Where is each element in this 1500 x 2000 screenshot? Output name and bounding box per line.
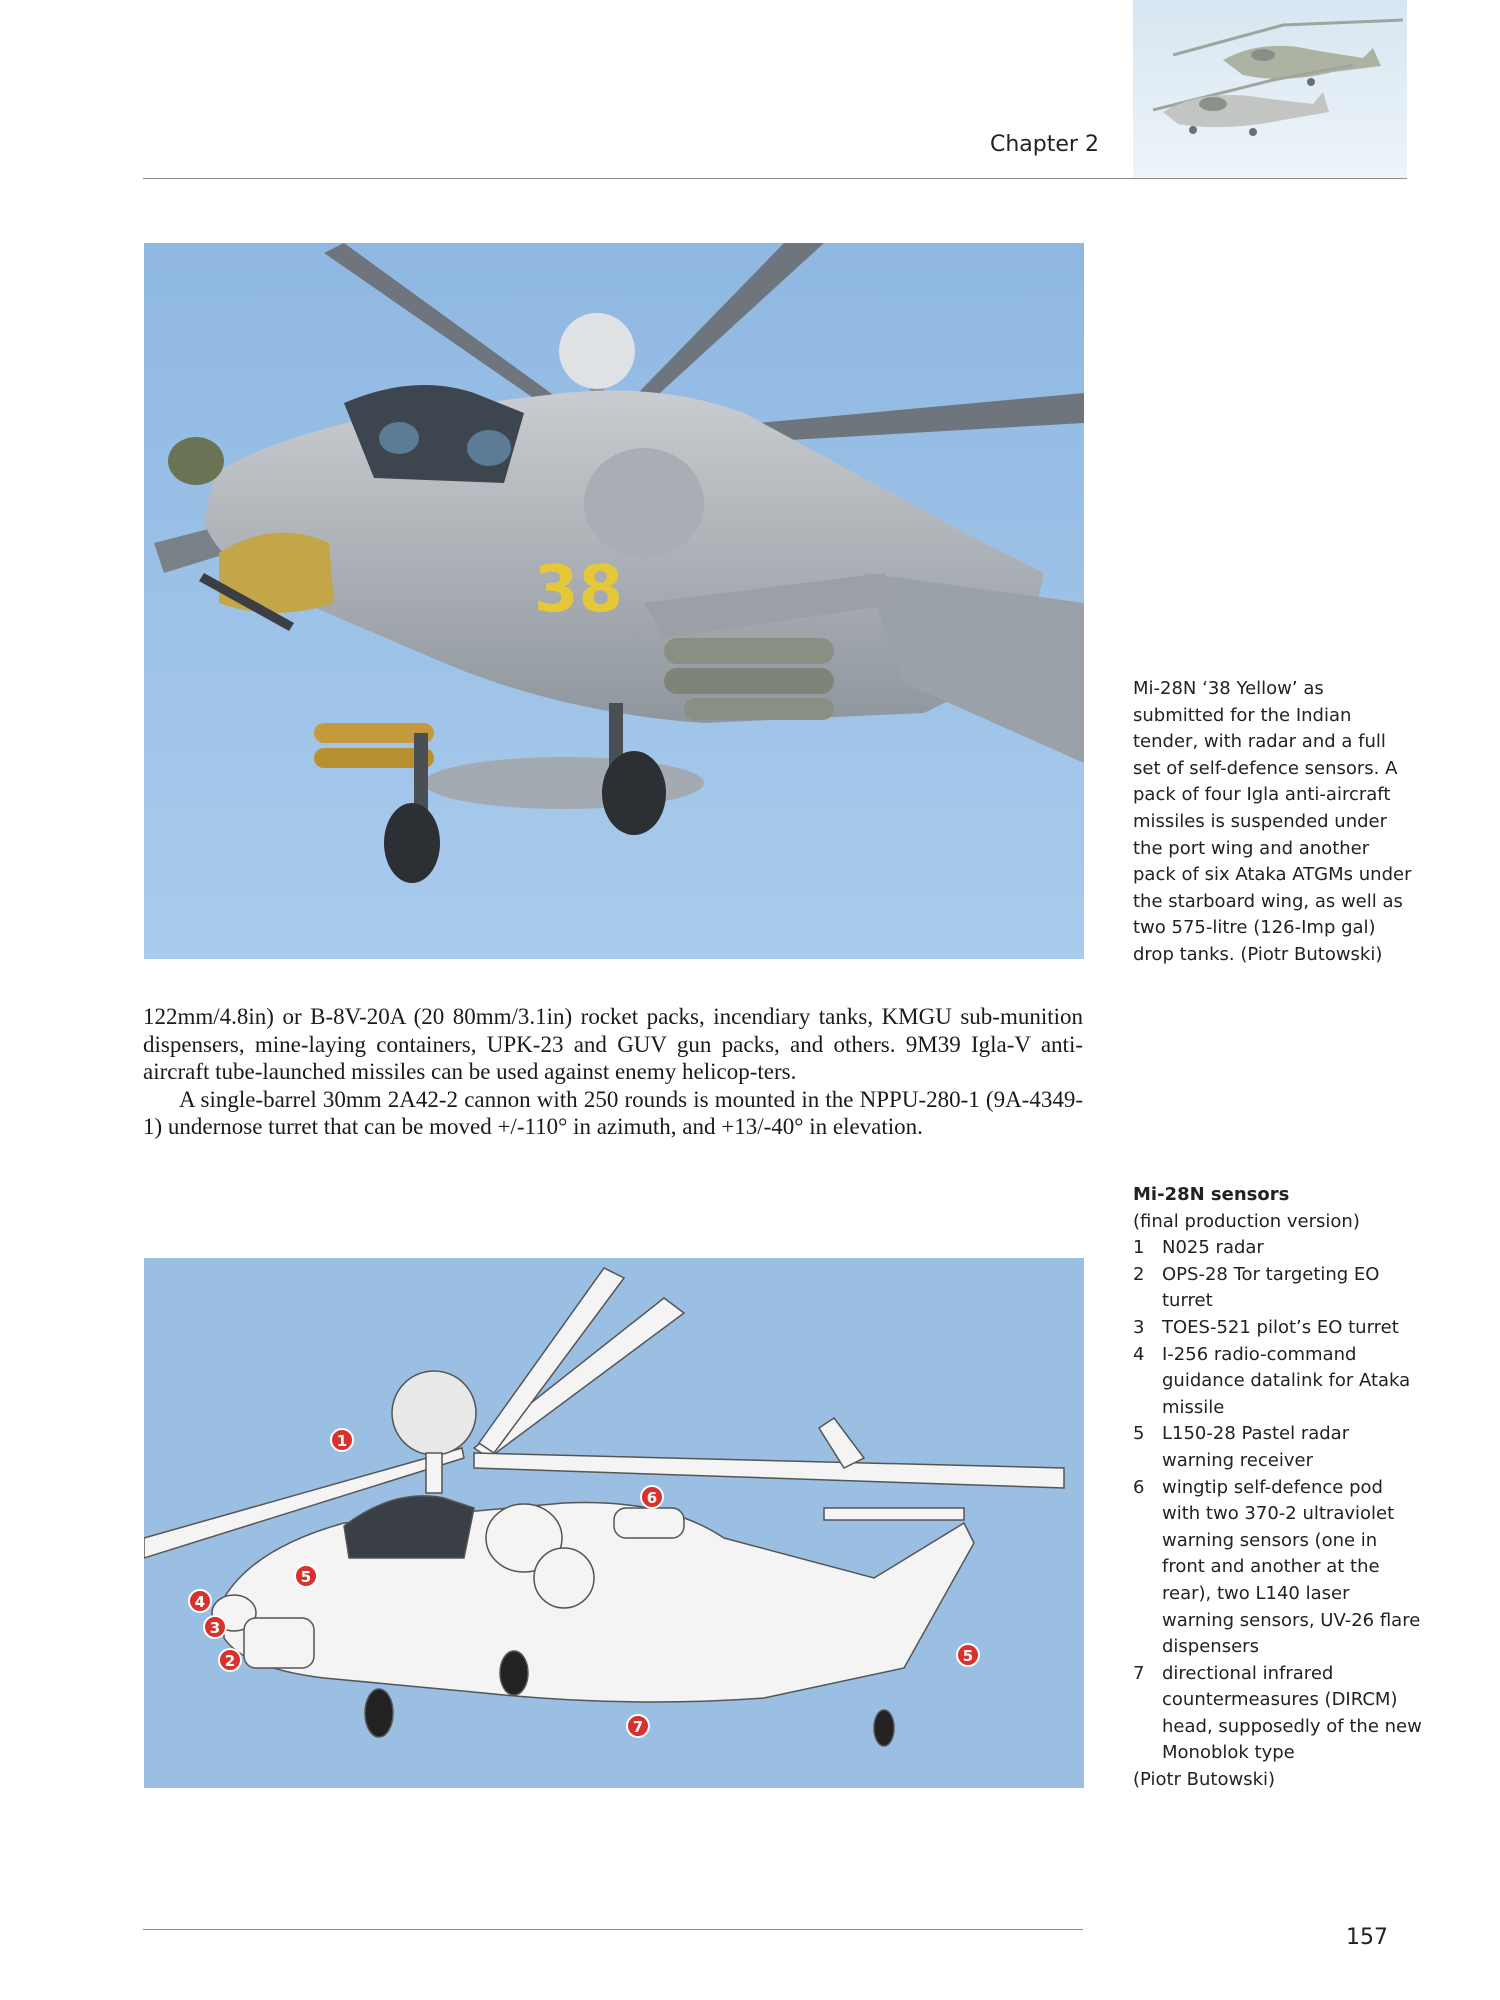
list-item [1133, 1661, 1423, 1767]
sensor-number: 7 [1133, 1662, 1145, 1684]
svg-text:6: 6 [646, 1489, 658, 1507]
sensor-number: 1 [1133, 1237, 1145, 1259]
sensor-number: 5 [1133, 1423, 1145, 1445]
list-item [1133, 1235, 1423, 1262]
svg-text:3: 3 [209, 1619, 221, 1637]
sensor-text: L150-28 Pastel radar warning receiver [1162, 1423, 1350, 1471]
body-text [143, 1003, 1083, 1141]
sensor-text: N025 radar [1162, 1237, 1264, 1259]
header-thumbnail-helicopters [1133, 0, 1407, 178]
sensors-credit: (Piotr Butowski) [1133, 1769, 1276, 1791]
sensors-list [1133, 1182, 1423, 1794]
sensor-text: wingtip self-defence pod with two 370-2 ultraviolet warning sensors (one in front and another at the rear), two L140 laser warning sensors, UV-26 flare dispensers [1162, 1476, 1421, 1658]
helicopter-photo [144, 243, 1084, 959]
svg-text:1: 1 [336, 1432, 348, 1450]
list-item [1133, 1421, 1423, 1474]
footer-rule [143, 1929, 1083, 1930]
sensors-diagram [144, 1258, 1084, 1788]
svg-text:5: 5 [962, 1647, 974, 1665]
svg-text:2: 2 [224, 1652, 236, 1670]
diagram-marker [204, 1616, 226, 1638]
tail-number: 38 [534, 553, 624, 627]
diagram-marker [627, 1715, 649, 1737]
page-number: 157 [1346, 1925, 1388, 1950]
svg-text:5: 5 [300, 1568, 312, 1586]
sensor-text: TOES-521 pilot’s EO turret [1162, 1316, 1399, 1338]
diagram-marker [641, 1486, 663, 1508]
sensors-title: Mi-28N sensors [1133, 1184, 1290, 1205]
diagram-marker [219, 1649, 241, 1671]
diagram-marker [295, 1565, 317, 1587]
sensors-subtitle: (final production version) [1133, 1210, 1360, 1232]
diagram-marker [331, 1429, 353, 1451]
sensor-text: I-256 radio-command guidance datalink for Ataka missile [1162, 1343, 1411, 1418]
sensor-number: 2 [1133, 1263, 1145, 1285]
diagram-marker [189, 1590, 211, 1612]
photo-caption: Mi-28N ‘38 Yellow’ as submitted for the Indian tender, with radar and a full set of self-defence sensors. A pack of four Igla anti-aircraft missiles is suspended under the port wing and another pack of six Ataka ATGMs under the starboard wing, as well as two 575-litre (126-Imp gal) drop tanks. (Piotr Butowski) [1133, 678, 1412, 965]
sensor-number: 3 [1133, 1316, 1145, 1338]
chapter-label: Chapter 2 [990, 132, 1099, 157]
sensor-number: 6 [1133, 1476, 1145, 1498]
sensor-text: OPS-28 Tor targeting EO turret [1162, 1263, 1380, 1312]
list-item [1133, 1342, 1423, 1422]
body-paragraph: A single-barrel 30mm 2A42-2 cannon with 250 rounds is mounted in the NPPU-280-1 (9A-4349-1) undernose turret that can be moved +/-110° in azimuth, and +13/-40° in elevation. [143, 1086, 1083, 1140]
svg-text:7: 7 [632, 1718, 644, 1736]
list-item [1133, 1475, 1423, 1661]
list-item [1133, 1262, 1423, 1315]
svg-text:4: 4 [194, 1593, 206, 1611]
header-rule [143, 178, 1407, 179]
sensor-text: directional infrared countermeasures (DIRCM) head, supposedly of the new Monoblok type [1162, 1662, 1422, 1764]
list-item [1133, 1315, 1423, 1342]
body-paragraph: 122mm/4.8in) or B-8V-20A (20 80mm/3.1in) rocket packs, incendiary tanks, KMGU sub-munition dispensers, mine-laying containers, UPK-23 and GUV gun packs, and others. 9M39 Igla-V anti-aircraft tube-launched missiles can be used against enemy helicop-ters. [143, 1004, 1083, 1085]
sensor-number: 4 [1133, 1343, 1145, 1365]
diagram-marker [957, 1644, 979, 1666]
